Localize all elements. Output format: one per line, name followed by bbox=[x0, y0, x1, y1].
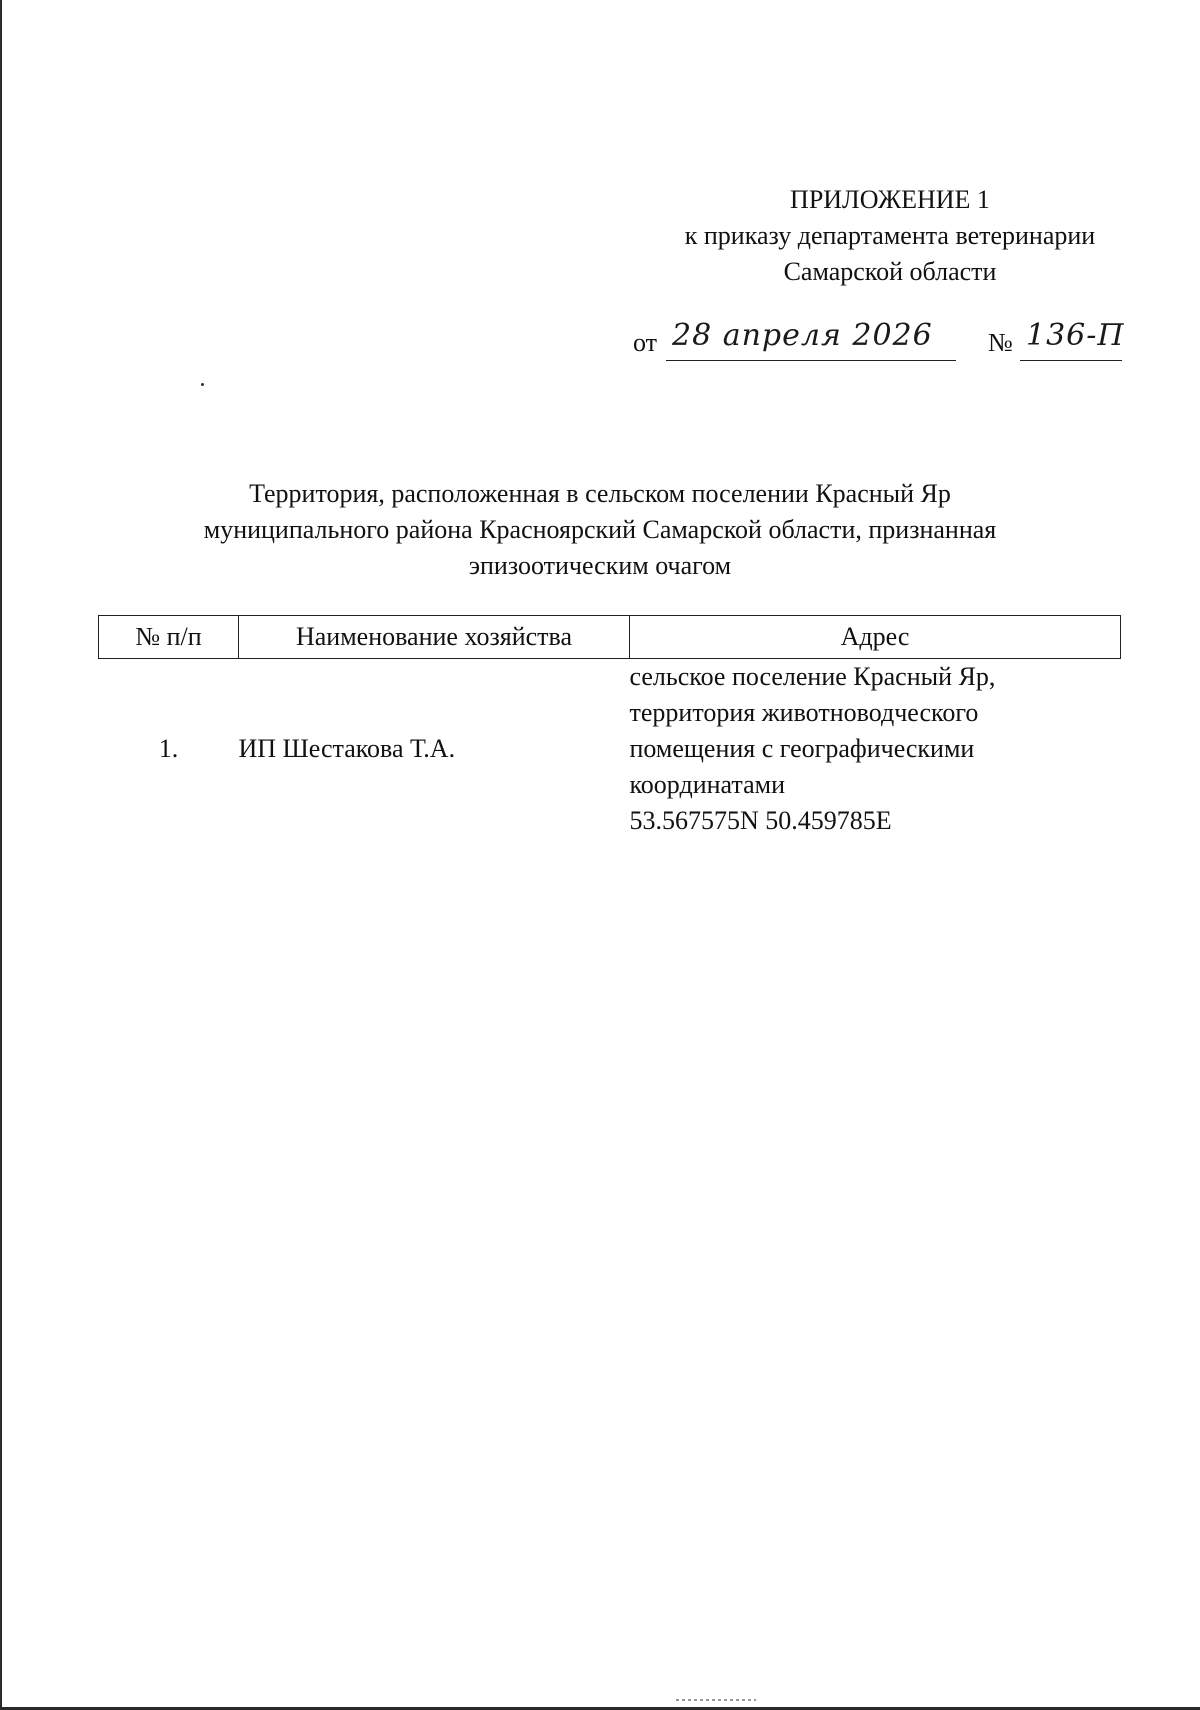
address-coordinates: 53.567575N 50.459785E bbox=[629, 806, 892, 835]
number-field bbox=[1020, 318, 1125, 361]
appendix-header bbox=[640, 182, 1140, 290]
address-line: координатами bbox=[629, 770, 785, 799]
row-address bbox=[630, 659, 1121, 840]
scan-edge-left bbox=[0, 0, 2, 1710]
address-line: помещения с географическими bbox=[629, 734, 975, 763]
title-line-2: муниципального района Красноярский Самарской области, признанная bbox=[203, 515, 997, 544]
row-farm-name: ИП Шестакова Т.А. bbox=[238, 734, 456, 763]
handwritten-date: 28 апреля 2026 bbox=[672, 318, 933, 353]
date-field bbox=[666, 318, 956, 361]
scan-speck bbox=[201, 383, 204, 386]
header-address: Адрес bbox=[630, 616, 1121, 659]
address-line: сельское поселение Красный Яр, bbox=[629, 662, 996, 691]
appendix-title: ПРИЛОЖЕНИЕ 1 bbox=[790, 185, 990, 214]
table-header-row bbox=[99, 616, 1121, 659]
row-number: 1. bbox=[158, 734, 179, 763]
farm-register-table bbox=[98, 615, 1121, 839]
appendix-region: Самарской области bbox=[783, 257, 997, 286]
date-prefix: от bbox=[633, 328, 658, 357]
address-line: территория животноводческого bbox=[629, 698, 979, 727]
number-prefix: № bbox=[988, 328, 1013, 357]
scan-noise bbox=[676, 1699, 756, 1701]
title-line-3: эпизоотическим очагом bbox=[468, 551, 732, 580]
table-row bbox=[99, 659, 1121, 840]
document-title bbox=[150, 476, 1050, 584]
title-line-1: Территория, расположенная в сельском поселении Красный Яр bbox=[249, 479, 951, 508]
order-date-number-line bbox=[633, 318, 1125, 362]
header-number: № п/п bbox=[99, 616, 239, 659]
header-farm-name: Наименование хозяйства bbox=[239, 616, 630, 659]
handwritten-number: 136-П bbox=[1026, 318, 1125, 353]
appendix-order-ref: к приказу департамента ветеринарии bbox=[684, 221, 1096, 250]
